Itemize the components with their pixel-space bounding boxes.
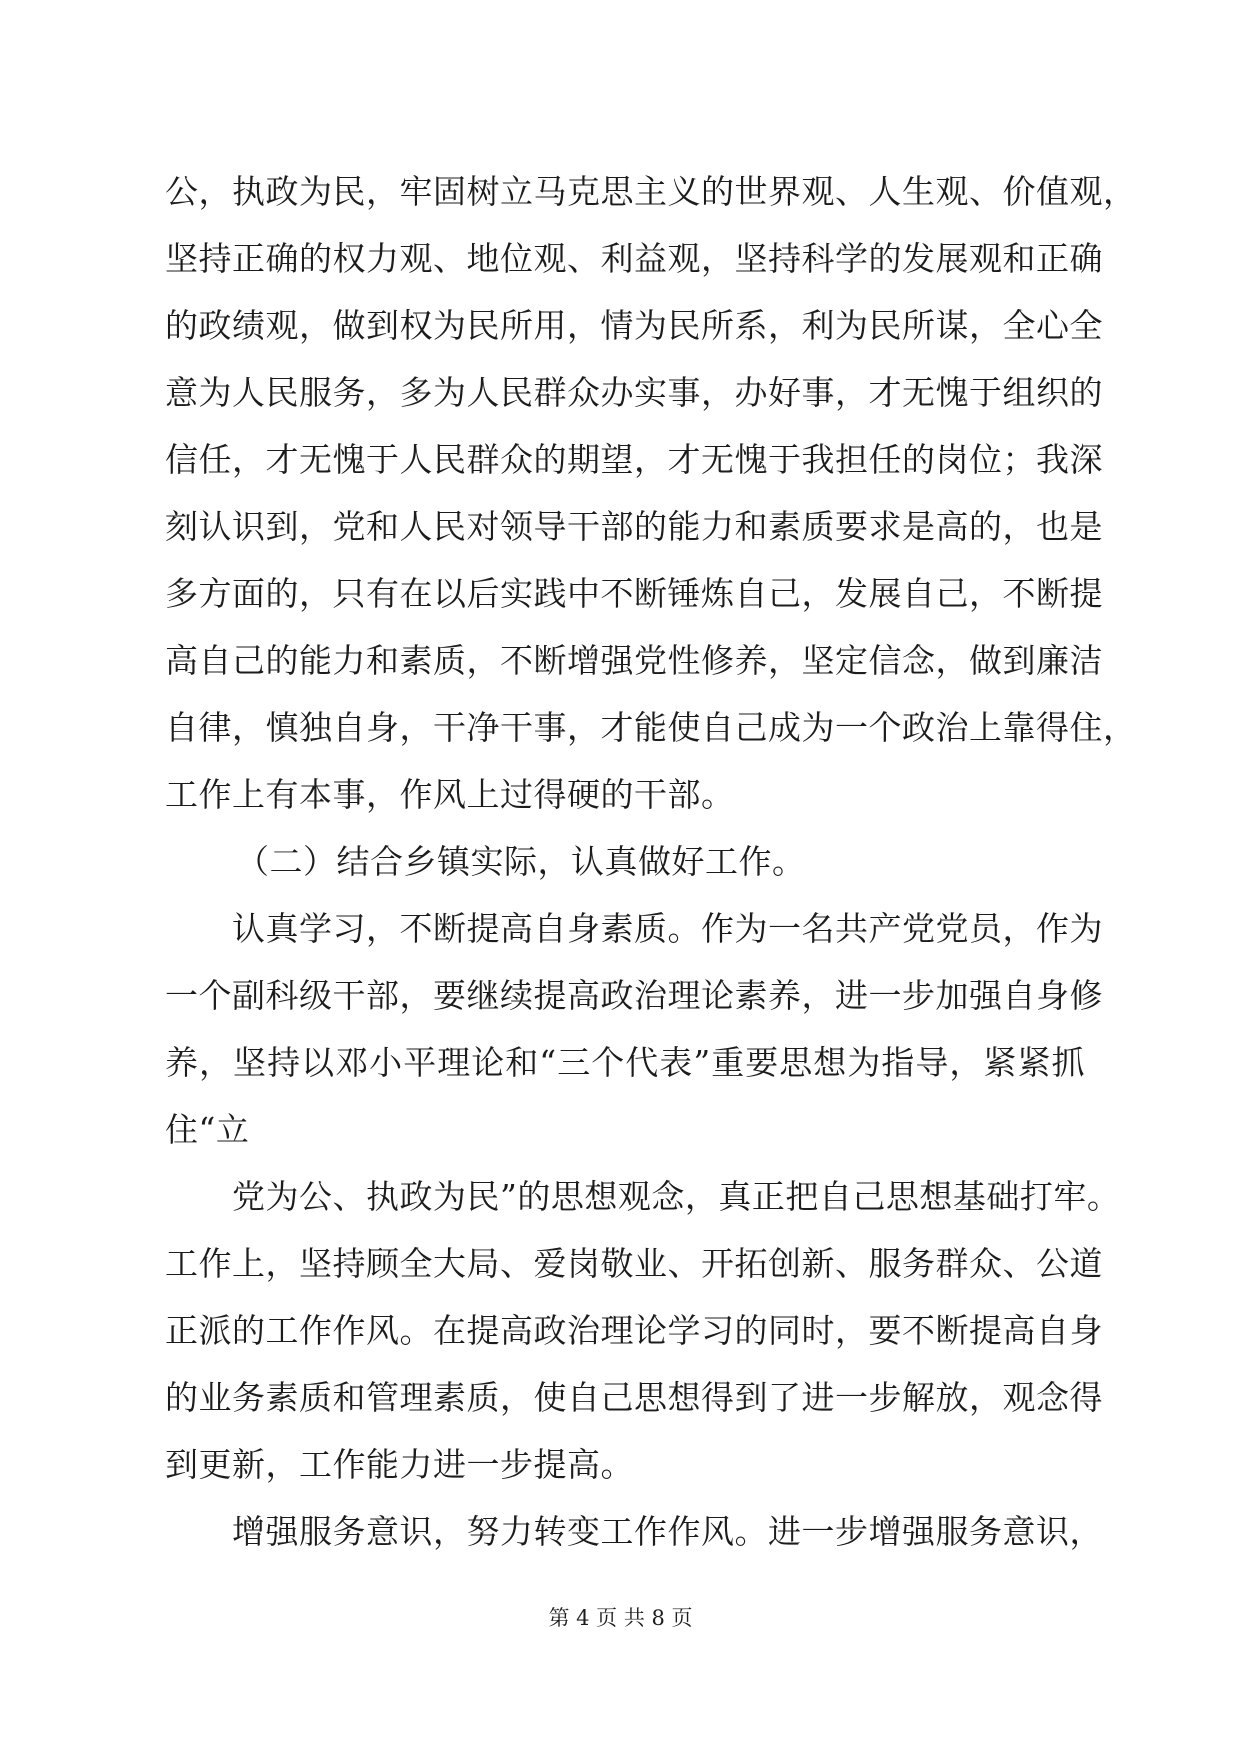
text-line: 工作上有本事，作风上过得硬的干部。 xyxy=(165,775,735,814)
text-line: 公，执政为民，牢固树立马克思主义的世界观、人生观、价值观， xyxy=(165,172,1137,211)
text-line: 到更新，工作能力进一步提高。 xyxy=(165,1445,634,1484)
text-line: 工作上，坚持顾全大局、爱岗敬业、开拓创新、服务群众、公道 xyxy=(165,1244,1103,1283)
text-line: 意为人民服务，多为人民群众办实事，办好事，才无愧于组织的 xyxy=(165,373,1103,412)
text-line: 的政绩观，做到权为民所用，情为民所系，利为民所谋，全心全 xyxy=(165,306,1103,345)
section-heading: （二）结合乡镇实际，认真做好工作。 xyxy=(236,842,806,881)
text-line: 高自己的能力和素质，不断增强党性修养，坚定信念，做到廉洁 xyxy=(165,641,1103,680)
text-line: 的业务素质和管理素质，使自己思想得到了进一步解放，观念得 xyxy=(165,1378,1103,1417)
text-line: 正派的工作作风。在提高政治理论学习的同时，要不断提高自身 xyxy=(165,1311,1103,1350)
text-line: 一个副科级干部，要继续提高政治理论素养，进一步加强自身修 xyxy=(165,976,1103,1015)
text-line: 养，坚持以邓小平理论和“三个代表”重要思想为指导，紧紧抓 xyxy=(165,1043,1085,1082)
page-number-footer: 第 4 页 共 8 页 xyxy=(548,1606,693,1630)
text-line: 自律，慎独自身，干净干事，才能使自己成为一个政治上靠得住， xyxy=(165,708,1137,747)
text-line: 党为公、执政为民”的思想观念，真正把自己思想基础打牢。 xyxy=(232,1177,1121,1216)
text-line: 增强服务意识，努力转变工作作风。进一步增强服务意识， xyxy=(232,1512,1103,1551)
text-line: 信任，才无愧于人民群众的期望，才无愧于我担任的岗位；我深 xyxy=(165,440,1103,479)
text-line: 坚持正确的权力观、地位观、利益观，坚持科学的发展观和正确 xyxy=(165,239,1103,278)
text-line: 多方面的，只有在以后实践中不断锤炼自己，发展自己，不断提 xyxy=(165,574,1103,613)
text-line: 住“立 xyxy=(165,1110,250,1149)
text-line: 认真学习，不断提高自身素质。作为一名共产党党员，作为 xyxy=(232,909,1103,948)
text-line: 刻认识到，党和人民对领导干部的能力和素质要求是高的，也是 xyxy=(165,507,1103,546)
